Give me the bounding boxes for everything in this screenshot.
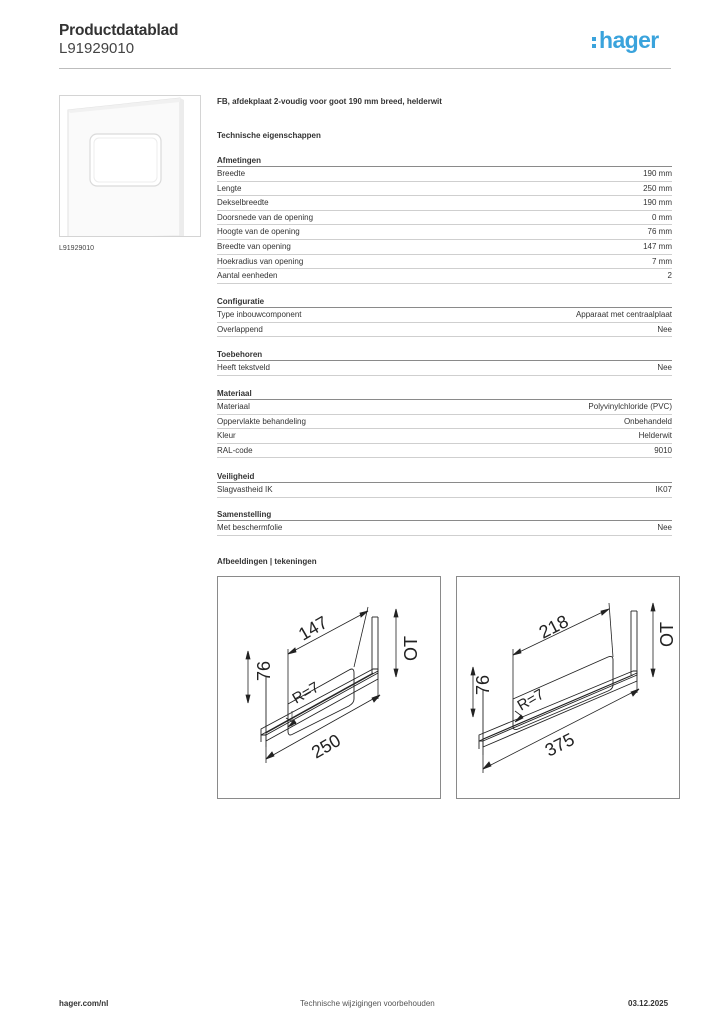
dim-width: 218 [535,611,572,643]
spec-value: Nee [657,324,672,334]
spec-value: 190 mm [643,169,672,178]
spec-label: Doorsnede van de opening [217,212,314,222]
table-row [217,182,672,197]
table-row [217,483,672,498]
spec-label: Type inbouwcomponent [217,310,302,319]
spec-label: Slagvastheid IK [217,485,273,494]
table-row [217,429,672,444]
dim-side: OT [657,622,677,647]
dim-radius: R=7 [514,685,548,715]
table-row [217,444,672,459]
cover-plate-image [60,96,201,237]
spec-value: Nee [657,523,672,532]
table-row [217,167,672,182]
spec-value: 250 mm [643,183,672,193]
footer-disclaimer: Technische wijzigingen voorbehouden [300,999,435,1008]
dim-height: 76 [254,660,274,681]
spec-value: Polyvinylchloride (PVC) [588,402,672,411]
table-row [217,269,672,284]
header-divider [59,68,671,69]
table-row [217,361,672,376]
table-row [217,400,672,415]
table-row [217,521,672,536]
spec-value: IK07 [655,485,672,494]
spec-label: Breedte [217,169,246,178]
logo-dots-icon [592,33,598,51]
table-row [217,211,672,226]
spec-label: Oppervlakte behandeling [217,416,306,426]
table-row [217,323,672,338]
dim-height: 76 [473,674,493,695]
product-image [59,95,201,237]
group-afmetingen [217,155,672,284]
spec-value: Apparaat met centraalplaat [575,310,672,319]
dim-side: OT [401,636,421,661]
group-veiligheid [217,471,672,498]
spec-value: 9010 [654,445,672,455]
technical-drawing-2 [456,576,680,799]
spec-label: Kleur [217,431,236,441]
group-title: Afmetingen [217,155,672,167]
group-title: Materiaal [217,388,672,400]
group-title: Configuratie [217,296,672,308]
group-samenstelling [217,509,672,536]
images-heading: Afbeeldingen | tekeningen [217,557,317,566]
spec-value: Nee [657,363,672,372]
spec-value: 0 mm [652,212,672,222]
group-toebehoren [217,349,672,376]
product-description: FB, afdekplaat 2-voudig voor goot 190 mm breed, helderwit [217,97,442,106]
table-row [217,308,672,323]
table-row [217,240,672,255]
spec-label: Hoekradius van opening [217,256,304,266]
document-title: Productdatablad [59,22,179,39]
group-materiaal [217,388,672,458]
group-title: Samenstelling [217,509,672,521]
spec-label: Breedte van opening [217,241,291,251]
logo-text: hager [599,27,659,53]
spec-label: Aantal eenheden [217,271,278,281]
table-row [217,196,672,211]
spec-value: Helderwit [638,431,672,441]
table-row [217,255,672,270]
dim-radius: R=7 [289,678,323,708]
spec-label: RAL-code [217,445,253,455]
group-configuratie [217,296,672,337]
table-row [217,415,672,430]
spec-value: 76 mm [647,227,672,237]
spec-label: Lengte [217,183,242,193]
group-title: Toebehoren [217,349,672,361]
hager-logo [592,27,659,54]
dim-width: 147 [295,612,332,645]
product-code: L91929010 [59,40,135,57]
spec-value: 7 mm [652,256,672,266]
group-title: Veiligheid [217,471,672,483]
dim-length: 250 [308,730,345,763]
spec-label: Overlappend [217,324,263,334]
spec-value: Onbehandeld [623,416,672,426]
table-row [217,225,672,240]
specs-heading: Technische eigenschappen [217,131,321,140]
spec-value: 147 mm [643,241,672,251]
footer-date: 03.12.2025 [628,999,669,1008]
spec-label: Hoogte van de opening [217,227,300,237]
spec-value: 2 [667,271,672,281]
spec-label: Materiaal [217,402,250,411]
technical-drawing-1 [217,576,441,799]
spec-label: Dekselbreedte [217,198,269,208]
thumbnail-code: L91929010 [59,245,95,252]
spec-label: Met beschermfolie [217,523,283,532]
footer-website-link[interactable]: hager.com/nl [59,999,109,1008]
spec-value: 190 mm [643,198,672,208]
dim-length: 375 [541,729,578,761]
spec-label: Heeft tekstveld [217,363,270,372]
